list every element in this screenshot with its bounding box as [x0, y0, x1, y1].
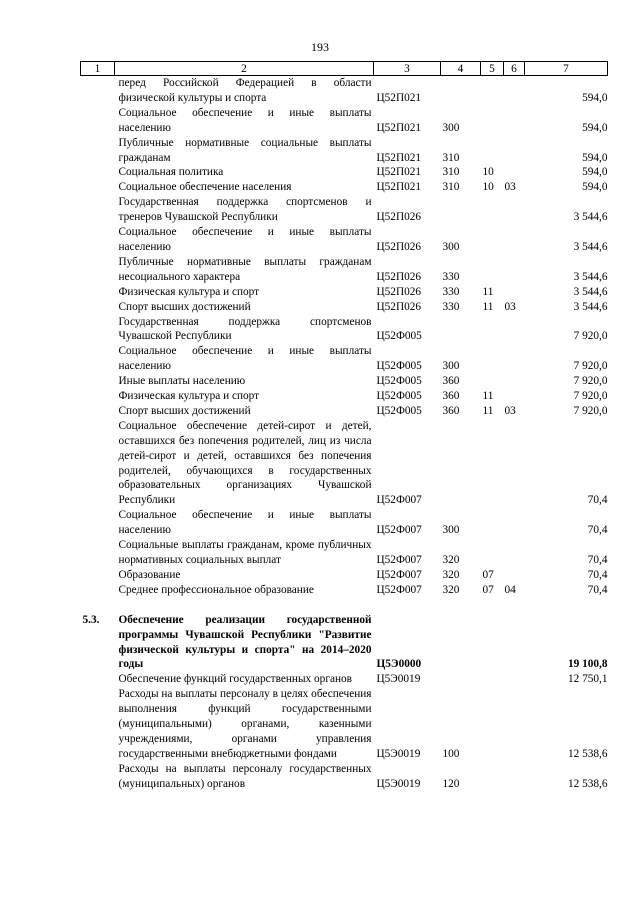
table-row	[81, 195, 608, 225]
row-number	[81, 508, 115, 538]
row-number	[81, 404, 115, 419]
row-number	[81, 106, 115, 136]
row-code: Ц52П026	[376, 240, 422, 253]
row-amount: 12 538,6	[567, 777, 608, 790]
row-number	[81, 180, 115, 195]
row-section	[481, 225, 504, 255]
table-row	[81, 225, 608, 255]
table-row	[81, 672, 608, 687]
row-subsection	[504, 508, 525, 538]
row-code: Ц52Ф007	[376, 494, 422, 507]
table-row	[81, 613, 608, 673]
table-row	[81, 404, 608, 419]
row-expense-type: 330	[442, 285, 460, 298]
row-name: Обеспечение функций государственных органов	[118, 673, 353, 686]
table-row	[81, 255, 608, 285]
row-subsection	[504, 672, 525, 687]
row-subsection	[504, 225, 525, 255]
row-subsection: 03	[504, 181, 516, 194]
row-code: Ц52Ф005	[376, 390, 422, 403]
row-name: Расходы на выплаты персоналу государственных (муниципальных) органов	[118, 762, 372, 790]
row-expense-type: 360	[442, 404, 460, 417]
row-name: Социальное обеспечение и иные выплаты населению	[118, 226, 372, 253]
row-subsection	[504, 136, 525, 166]
row-section	[481, 255, 504, 285]
row-section: 10	[482, 166, 494, 179]
row-number	[81, 165, 115, 180]
row-amount: 7 920,0	[573, 360, 608, 373]
row-name: Государственная поддержка спортсменов Чувашской Республики	[118, 315, 372, 343]
header-col-3: 3	[374, 62, 441, 76]
row-name: Образование	[118, 568, 181, 581]
row-name: Публичные нормативные выплаты гражданам несоциального характера	[118, 255, 372, 283]
row-expense-type	[441, 672, 481, 687]
row-section	[481, 315, 504, 345]
row-name: перед Российской Федерацией в области физической культуры и спорта	[118, 77, 372, 104]
row-code: Ц52П021	[376, 166, 422, 179]
row-expense-type	[441, 613, 481, 673]
row-section	[481, 374, 504, 389]
row-number	[81, 374, 115, 389]
row-spacer	[81, 598, 608, 613]
row-code: Ц52Ф007	[376, 583, 422, 596]
row-number	[81, 419, 115, 508]
row-expense-type: 300	[442, 524, 460, 537]
row-section	[481, 419, 504, 508]
table-row	[81, 106, 608, 136]
header-col-1: 1	[81, 62, 115, 76]
row-amount: 7 920,0	[573, 330, 608, 343]
row-subsection	[504, 315, 525, 345]
table-row	[81, 762, 608, 792]
row-number	[81, 76, 115, 106]
row-code: Ц52П026	[376, 285, 422, 298]
row-section: 11	[482, 285, 494, 298]
row-number	[81, 583, 115, 598]
row-number	[81, 687, 115, 762]
row-amount: 594,0	[582, 151, 608, 164]
header-col-2: 2	[115, 62, 374, 76]
row-number	[81, 568, 115, 583]
row-number	[81, 672, 115, 687]
row-subsection	[504, 613, 525, 673]
row-number	[81, 285, 115, 300]
table-header	[81, 62, 608, 76]
row-section	[481, 538, 504, 568]
row-code: Ц52П026	[376, 211, 422, 224]
row-section	[481, 687, 504, 762]
row-subsection	[504, 285, 525, 300]
table-row	[81, 315, 608, 345]
row-amount: 3 544,6	[573, 240, 608, 253]
row-amount: 3 544,6	[573, 300, 608, 313]
row-name: Государственная поддержка спортсменов и тренеров Чувашской Республики	[118, 196, 372, 224]
row-name: Спорт высших достижений	[118, 404, 251, 417]
row-number	[81, 300, 115, 315]
row-amount: 594,0	[582, 166, 608, 179]
row-name: Социальное обеспечение и иные выплаты населению	[118, 509, 372, 537]
row-subsection	[504, 165, 525, 180]
row-expense-type: 300	[442, 360, 460, 373]
table-row	[81, 76, 608, 106]
table-row	[81, 538, 608, 568]
table-row	[81, 687, 608, 762]
row-name: Социальные выплаты гражданам, кроме публичных нормативных социальных выплат	[118, 539, 372, 566]
row-section: 11	[482, 404, 494, 417]
row-expense-type: 300	[442, 240, 460, 253]
row-amount: 12 538,6	[567, 747, 608, 760]
row-number	[81, 255, 115, 285]
row-amount: 70,4	[587, 524, 608, 537]
row-subsection	[504, 374, 525, 389]
header-col-4: 4	[441, 62, 481, 76]
row-section	[481, 106, 504, 136]
row-subsection: 03	[504, 404, 516, 417]
row-amount: 594,0	[582, 91, 608, 104]
row-code: Ц52Ф005	[376, 330, 422, 343]
row-amount: 70,4	[587, 554, 608, 566]
row-section: 10	[482, 181, 494, 194]
row-code: Ц52Ф007	[376, 568, 422, 581]
row-expense-type: 300	[442, 121, 460, 134]
row-expense-type: 310	[442, 166, 460, 179]
row-expense-type: 310	[442, 151, 460, 164]
row-code: Ц5Э0019	[376, 777, 421, 790]
table-row	[81, 300, 608, 315]
row-section	[481, 672, 504, 687]
row-expense-type	[441, 76, 481, 106]
row-section	[481, 195, 504, 225]
table-row	[81, 374, 608, 389]
row-code: Ц52П021	[376, 151, 422, 164]
row-expense-type	[441, 195, 481, 225]
row-code: Ц52Ф005	[376, 404, 422, 417]
header-col-6: 6	[504, 62, 525, 76]
row-code: Ц52П021	[376, 181, 422, 194]
row-section: 11	[482, 390, 494, 403]
row-amount: 70,4	[587, 583, 608, 596]
row-subsection	[504, 389, 525, 404]
page-number: 193	[311, 40, 329, 54]
row-section	[481, 762, 504, 792]
row-amount: 594,0	[582, 181, 608, 194]
row-code: Ц52П026	[376, 300, 422, 313]
row-amount: 594,0	[582, 121, 608, 134]
row-amount: 12 750,1	[567, 673, 608, 686]
row-expense-type: 360	[442, 390, 460, 403]
row-code: Ц5Э0019	[376, 747, 421, 760]
row-name: Иные выплаты населению	[118, 375, 246, 388]
row-section: 11	[482, 300, 494, 313]
row-number	[81, 225, 115, 255]
row-code: Ц5Э0019	[376, 673, 421, 686]
row-expense-type: 120	[442, 777, 460, 790]
row-subsection	[504, 344, 525, 374]
row-section: 07	[482, 583, 494, 596]
row-number	[81, 136, 115, 166]
row-amount: 19 100,8	[567, 658, 608, 671]
row-number	[81, 315, 115, 345]
row-expense-type	[441, 419, 481, 508]
row-expense-type: 320	[442, 554, 460, 566]
row-subsection	[504, 195, 525, 225]
row-code: Ц5Э0000	[376, 658, 422, 671]
row-name: Социальная политика	[118, 166, 224, 179]
row-expense-type	[441, 315, 481, 345]
row-subsection	[504, 687, 525, 762]
row-amount: 7 920,0	[573, 375, 608, 388]
row-name: Социальное обеспечение и иные выплаты населению	[118, 345, 372, 373]
row-code: Ц52Ф007	[376, 524, 422, 537]
row-expense-type: 320	[442, 568, 460, 581]
row-amount: 3 544,6	[573, 285, 608, 298]
row-subsection	[504, 568, 525, 583]
row-expense-type: 310	[442, 181, 460, 194]
row-subsection	[504, 76, 525, 106]
table-row	[81, 180, 608, 195]
row-subsection	[504, 762, 525, 792]
header-col-5: 5	[481, 62, 504, 76]
table-row	[81, 136, 608, 166]
row-name: Социальное обеспечение детей-сирот и детей, оставшихся без попечения родителей, лиц из числа детей-сирот и детей, оставшихся без попечения родителей, обучающихся в государственных образовательных организациях Чувашской Республики	[118, 419, 372, 507]
table-row	[81, 389, 608, 404]
row-name: Среднее профессиональное образование	[118, 583, 314, 596]
row-section	[481, 136, 504, 166]
row-code: Ц52П021	[376, 121, 422, 134]
row-name: Расходы на выплаты персоналу в целях обеспечения выполнения функций государственными (муниципальными) органами, казенными учреждениями, органами управления государственными внебюджетными фондами	[118, 688, 372, 760]
row-section: 07	[482, 568, 494, 581]
row-name: Социальное обеспечение и иные выплаты населению	[118, 106, 372, 134]
row-section	[481, 613, 504, 673]
table-body	[81, 76, 608, 792]
row-number	[81, 538, 115, 568]
row-number	[81, 344, 115, 374]
row-amount: 3 544,6	[573, 211, 608, 224]
table-row	[81, 344, 608, 374]
row-code: Ц52П026	[376, 270, 422, 283]
row-amount: 70,4	[587, 568, 608, 581]
row-expense-type: 360	[442, 375, 460, 388]
row-amount: 3 544,6	[573, 270, 608, 283]
row-section	[481, 344, 504, 374]
table-row	[81, 508, 608, 538]
row-expense-type: 330	[442, 270, 460, 283]
row-expense-type: 330	[442, 300, 460, 313]
table-row	[81, 285, 608, 300]
row-number	[81, 195, 115, 225]
row-section	[481, 508, 504, 538]
row-section	[481, 76, 504, 106]
row-subsection	[504, 538, 525, 568]
row-subsection	[504, 419, 525, 508]
row-number	[81, 389, 115, 404]
row-expense-type: 320	[442, 583, 460, 596]
row-subsection	[504, 106, 525, 136]
row-name: Публичные нормативные социальные выплаты гражданам	[118, 136, 372, 164]
row-name: Физическая культура и спорт	[118, 390, 260, 403]
row-code: Ц52П021	[376, 91, 422, 104]
row-name: Спорт высших достижений	[118, 300, 251, 313]
table-row	[81, 419, 608, 508]
table-row	[81, 568, 608, 583]
table-row	[81, 583, 608, 598]
row-amount: 70,4	[587, 494, 608, 507]
row-expense-type: 100	[442, 747, 460, 760]
row-amount: 7 920,0	[573, 404, 608, 417]
row-name: Обеспечение реализации государственной программы Чувашской Республики "Развитие физической культуры и спорта" на 2014–2020 годы	[118, 613, 372, 671]
row-subsection: 04	[504, 583, 516, 596]
row-subsection: 03	[504, 300, 516, 313]
header-col-7: 7	[525, 62, 608, 76]
row-code: Ц52Ф007	[376, 554, 422, 566]
row-code: Ц52Ф005	[376, 375, 422, 388]
row-amount: 7 920,0	[573, 390, 608, 403]
row-name: Физическая культура и спорт	[118, 285, 260, 298]
row-name: Социальное обеспечение населения	[118, 181, 292, 194]
row-subsection	[504, 255, 525, 285]
row-code: Ц52Ф005	[376, 360, 422, 373]
row-number	[81, 762, 115, 792]
budget-table	[80, 61, 608, 792]
row-number: 5.3.	[82, 613, 100, 626]
table-row	[81, 165, 608, 180]
